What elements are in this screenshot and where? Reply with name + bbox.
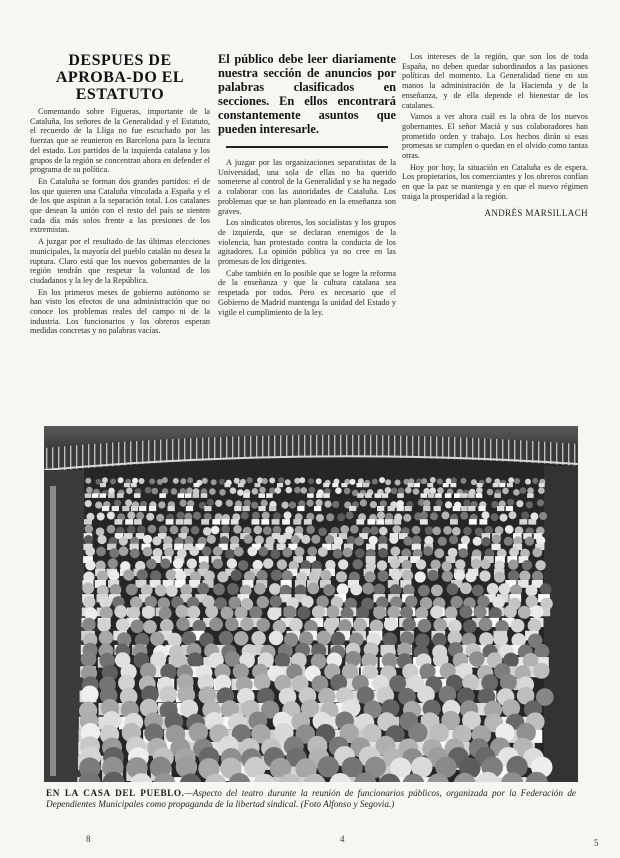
right-column-body (402, 52, 588, 202)
article-paragraph: A juzgar por las organizaciones separatistas de la Universidad, una sola de ellas no ha querido someterse al control de la Generalidad y se ha negado a colaborar con las autoridades de Cataluña. Los problemas que se han planteado en la enseñanza son graves. (218, 158, 396, 216)
crowd-photograph (44, 426, 578, 782)
folio-mark-right: 5 (594, 838, 599, 848)
classified-ads-promo: El público debe leer diariamente nuestra sección de anuncios por palabras clasificados en secciones. En ellos encontrará constantemente asuntos que pueden interesarle. (218, 52, 396, 136)
article-paragraph: Hoy por hoy, la situación en Cataluña es de espera. Los propietarios, los comerciantes y los obreros confían en que la paz se mantenga y en que el nuevo régimen traiga la prosperidad a la región. (402, 162, 588, 201)
article-body (30, 107, 210, 336)
article-paragraph: En los primeros meses de gobierno autónomo se han visto los efectos de una administración que no conoce los problemas reales del campo ni de la industria. Los funcionarios y los obreros esperan medidas concretas y no palabras vacías. (30, 287, 210, 336)
photo-caption (46, 788, 576, 810)
article-paragraph: Los intereses de la región, que son los de toda España, no deben quedar subordinados a las pasiones políticas del momento. La Generalidad tiene en sus manos la administración de la Hacienda y de la enseñanza, y de ella depende el bienestar de los catalanes. (402, 52, 588, 110)
article-paragraph: Los sindicatos obreros, los socialistas y los grupos de izquierda, que se declaran enemigos de la violencia, han protestado contra la conducta de los agitadores. La opinión pública ya no cree en las promesas de los dirigentes. (218, 218, 396, 267)
caption-lead: EN LA CASA DEL PUEBLO. (46, 788, 185, 798)
article-column (30, 52, 210, 424)
article-paragraph: Vamos a ver ahora cuál es la obra de los nuevos gobernantes. El señor Macià y sus colaboradores han prometido orden y trabajo. Los hechos dirán si esas promesas se cumplen o quedan en el olvido como tantas otras. (402, 112, 588, 161)
crowd-photo-image (44, 426, 578, 782)
folio-mark-left: 8 (86, 834, 91, 844)
article-paragraph: Comentando sobre Figueras, importante de la Cataluña, los señores de la Generalidad y el Estatuto, el recuerdo de la Lliga no fue escuchado por las fuerzas que se reunieron en Barcelona para la lectura del estado. Los partidos de la izquierda catalana y los grupos de la región se concentran ahora en defender el programa de su política. (30, 107, 210, 175)
middle-column-body (218, 158, 396, 317)
article-paragraph: Cabe también en lo posible que se logre la reforma de la enseñanza y que la cultura catalana sea respetada por todos. Pero es necesario que el Gobierno de Madrid mantenga la unidad del Estado y vigile el cumplimiento de la ley. (218, 268, 396, 317)
middle-column (218, 52, 396, 424)
right-column (402, 52, 588, 424)
article-paragraph: En Cataluña se forman dos grandes partidos: el de los que quieren una Cataluña vinculada a España y el de los que aspiran a la separación total. Los catalanes que desean la unión con el resto del país se sienten cada día más solos frente a las presiones de los extremistas. (30, 176, 210, 235)
divider-rule (226, 146, 388, 148)
article-paragraph: A juzgar por el resultado de las últimas elecciones municipales, la mayoría del pueblo catalán no desea la ruptura. Claro está que los nuevos gobernantes de la región tendrán que respetar la voluntad de los ciudadanos y la ley de la República. (30, 237, 210, 285)
caption-text: —Aspecto del teatro durante la reunión de funcionarios públicos, organizada por la Federación de Dependientes Municipales como propaganda de la libertad sindical. (Foto Alfonso y Segovia.) (46, 788, 577, 809)
author-signature: ANDRÉS MARSILLACH (484, 207, 588, 218)
folio-mark-middle: 4 (340, 834, 345, 844)
article-headline: DESPUES DE APROBA-DO EL ESTATUTO (55, 52, 185, 103)
